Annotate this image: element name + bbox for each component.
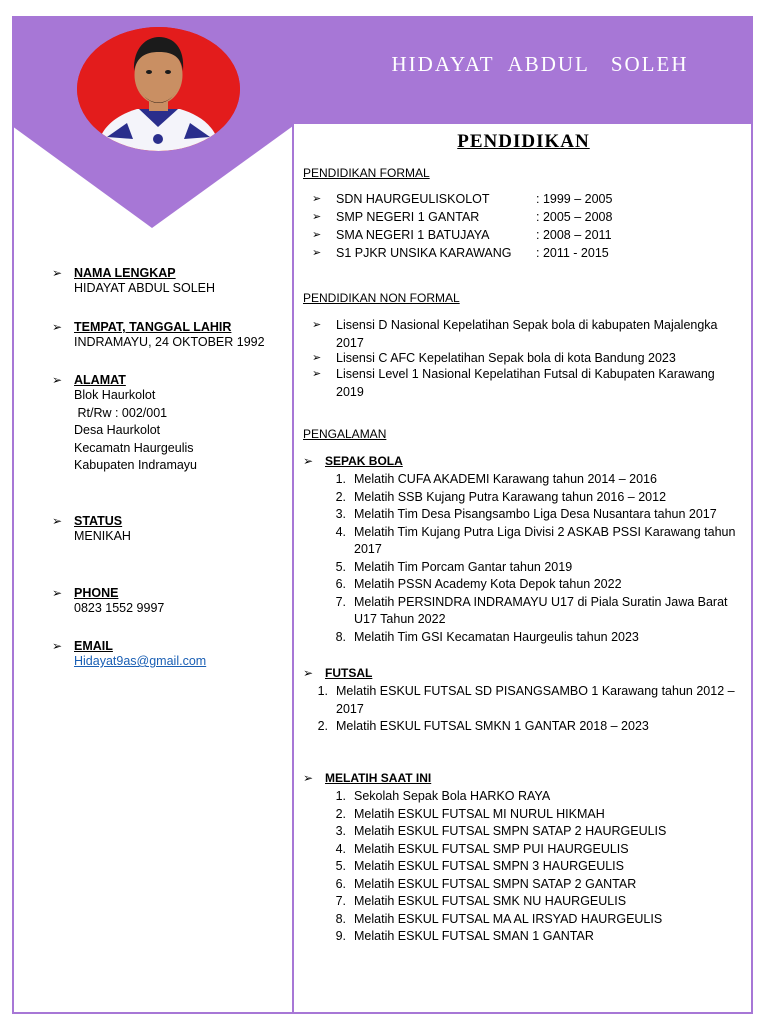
list-item-text: : 1999 – 2005 — [536, 192, 613, 206]
list-number: 3. — [335, 507, 346, 521]
list-item-text: SMP NEGERI 1 GANTAR — [336, 210, 480, 224]
list-number: 4. — [335, 524, 346, 539]
list-item — [302, 718, 742, 736]
list-number: 6. — [335, 876, 346, 891]
list-item — [320, 858, 745, 876]
list-item — [320, 928, 745, 946]
list-item-text: U17 Tahun 2022 — [354, 612, 446, 626]
list-item-text: Melatih Tim Kujang Putra Liga Divisi 2 ASKAB PSSI Karawang tahun — [354, 524, 736, 539]
arrow-bullet-icon: ➢ — [303, 771, 314, 785]
list-item-text: : 2011 - 2015 — [536, 246, 609, 260]
alamat-line: Desa Haurkolot — [74, 423, 161, 437]
list-item — [320, 594, 745, 629]
column-divider — [292, 124, 294, 1014]
saatini-heading — [303, 771, 431, 785]
nonformal-item — [312, 317, 742, 352]
formal-heading: PENDIDIKAN FORMAL — [303, 166, 430, 180]
list-item-text: Melatih ESKUL FUTSAL SMPN 3 HAURGEULIS — [354, 859, 624, 873]
list-item-text: 2017 — [354, 542, 382, 556]
list-item-text: Melatih SSB Kujang Putra Karawang tahun 2016 – 2012 — [354, 489, 667, 504]
arrow-bullet-icon: ➢ — [303, 666, 314, 680]
list-item — [320, 506, 745, 524]
list-number: 3. — [335, 824, 346, 838]
futsal-list — [302, 683, 742, 736]
left-panel-frame — [12, 124, 292, 1014]
list-item-text: S1 PJKR UNSIKA KARAWANG — [336, 246, 512, 260]
arrow-bullet-icon: ➢ — [52, 586, 63, 600]
list-item-text: Lisensi Level 1 Nasional Kepelatihan Futsal di Kabupaten Karawang — [336, 367, 715, 381]
ttl-label: TEMPAT, TANGGAL LAHIR — [74, 320, 232, 334]
list-number: 2. — [335, 489, 346, 504]
arrow-bullet-icon: ➢ — [52, 639, 63, 653]
section-status — [52, 514, 287, 546]
list-number: 8. — [335, 911, 346, 926]
profile-photo — [77, 27, 240, 151]
list-item — [320, 823, 745, 841]
phone-value: 0823 1552 9997 — [74, 601, 165, 615]
list-item-text: : 2005 – 2008 — [536, 210, 613, 224]
status-value: MENIKAH — [74, 529, 131, 543]
section-email — [52, 639, 287, 671]
list-item — [320, 576, 745, 594]
pendidikan-title: PENDIDIKAN — [457, 131, 590, 152]
list-number: 7. — [335, 594, 346, 609]
list-number: 8. — [335, 629, 346, 644]
list-item-text: Melatih ESKUL FUTSAL SMPN SATAP 2 HAURGEULIS — [354, 824, 667, 838]
pengalaman-heading: PENGALAMAN — [303, 427, 387, 441]
nonformal-item — [312, 350, 742, 368]
list-item-text: Melatih PSSN Academy Kota Depok tahun 2022 — [354, 577, 622, 591]
arrow-bullet-icon: ➢ — [52, 514, 63, 528]
list-item-text: Melatih Tim Porcam Gantar tahun 2019 — [354, 559, 573, 574]
alamat-line: Rt/Rw : 002/001 — [74, 405, 168, 420]
list-item-text: FUTSAL — [325, 666, 373, 680]
arrow-bullet-icon: ➢ — [303, 454, 314, 468]
list-number: 5. — [335, 859, 346, 873]
arrow-bullet-icon: ➢ — [312, 352, 322, 364]
list-number: 1. — [335, 472, 346, 486]
futsal-heading — [303, 666, 372, 680]
arrow-bullet-icon: ➢ — [52, 266, 63, 280]
list-item — [302, 683, 742, 718]
list-item — [320, 524, 745, 559]
arrow-bullet-icon: ➢ — [52, 373, 63, 387]
list-number: 9. — [335, 929, 346, 943]
list-number: 5. — [335, 559, 346, 574]
arrow-bullet-icon: ➢ — [312, 211, 322, 223]
list-item — [320, 876, 745, 894]
arrow-bullet-icon: ➢ — [52, 320, 63, 334]
sepakbola-heading — [303, 454, 403, 468]
list-item-text: Melatih ESKUL FUTSAL SMPN SATAP 2 GANTAR — [354, 876, 637, 891]
formal-row — [312, 245, 609, 263]
list-item-text: Melatih ESKUL FUTSAL SMAN 1 GANTAR — [354, 929, 594, 943]
list-item-text: Sekolah Sepak Bola HARKO RAYA — [354, 789, 551, 803]
nonformal-item — [312, 366, 742, 401]
status-label: STATUS — [74, 514, 123, 528]
nama-value: HIDAYAT ABDUL SOLEH — [74, 281, 216, 295]
resume-name: HIDAYAT ABDUL SOLEH — [391, 52, 689, 76]
list-number: 4. — [335, 841, 346, 856]
arrow-bullet-icon: ➢ — [312, 229, 322, 241]
list-item — [320, 629, 745, 647]
list-item-text: Melatih ESKUL FUTSAL MI NURUL HIKMAH — [354, 806, 605, 821]
list-number: 6. — [335, 577, 346, 591]
formal-row — [312, 209, 612, 227]
section-ttl — [52, 320, 287, 352]
list-number: 2. — [317, 719, 328, 733]
list-item-text: 2019 — [336, 384, 364, 399]
list-item — [320, 806, 745, 824]
list-item-text: Lisensi C AFC Kepelatihan Sepak bola di kota Bandung 2023 — [336, 351, 676, 365]
formal-row — [312, 191, 612, 209]
list-item — [320, 911, 745, 929]
section-alamat — [52, 373, 287, 475]
list-number: 1. — [317, 684, 328, 698]
sepakbola-list — [320, 471, 745, 646]
alamat-label: ALAMAT — [74, 373, 126, 387]
list-item-text: Melatih ESKUL FUTSAL MA AL IRSYAD HAURGEULIS — [354, 911, 663, 926]
list-number: 2. — [335, 806, 346, 821]
phone-label: PHONE — [74, 586, 119, 600]
list-item — [320, 893, 745, 911]
alamat-line: Kabupaten Indramayu — [74, 458, 198, 472]
ttl-value: INDRAMAYU, 24 OKTOBER 1992 — [74, 335, 265, 349]
list-item-text: Lisensi D Nasional Kepelatihan Sepak bola di kabupaten Majalengka — [336, 318, 718, 332]
arrow-bullet-icon: ➢ — [312, 368, 322, 380]
list-item-text: Melatih ESKUL FUTSAL SMK NU HAURGEULIS — [354, 894, 627, 908]
arrow-bullet-icon: ➢ — [312, 193, 322, 205]
nama-label: NAMA LENGKAP — [74, 266, 176, 280]
list-item-text: MELATIH SAAT INI — [325, 771, 432, 785]
section-nama — [52, 266, 287, 298]
list-item-text: Melatih CUFA AKADEMI Karawang tahun 2014 – 2016 — [354, 472, 657, 486]
section-phone — [52, 586, 287, 618]
list-item-text: 2017 — [336, 335, 364, 350]
list-item-text: SMA NEGERI 1 BATUJAYA — [336, 228, 490, 242]
person-photo-icon — [77, 27, 240, 151]
list-item — [320, 788, 745, 806]
list-item-text: 2017 — [336, 701, 364, 716]
list-item — [320, 841, 745, 859]
arrow-bullet-icon: ➢ — [312, 319, 322, 331]
alamat-line: Kecamatn Haurgeulis — [74, 440, 194, 455]
list-item — [320, 489, 745, 507]
nonformal-heading: PENDIDIKAN NON FORMAL — [303, 291, 460, 305]
list-item-text: Melatih PERSINDRA INDRAMAYU U17 di Piala Suratin Jawa Barat — [354, 594, 728, 609]
list-item — [320, 559, 745, 577]
list-item-text: Melatih Tim Desa Pisangsambo Liga Desa Nusantara tahun 2017 — [354, 507, 717, 521]
list-item — [320, 471, 745, 489]
list-item-text: : 2008 – 2011 — [536, 228, 612, 242]
formal-row — [312, 227, 612, 245]
email-label: EMAIL — [74, 639, 113, 653]
email-link[interactable]: Hidayat9as@gmail.com — [74, 654, 207, 668]
list-item-text: Melatih ESKUL FUTSAL SD PISANGSAMBO 1 Karawang tahun 2012 – — [336, 684, 735, 698]
list-number: 7. — [335, 894, 346, 908]
list-item-text: SDN HAURGEULISKOLOT — [336, 192, 490, 206]
list-item-text: Melatih Tim GSI Kecamatan Haurgeulis tahun 2023 — [354, 629, 639, 644]
list-number: 1. — [335, 789, 346, 803]
list-item-text: Melatih ESKUL FUTSAL SMKN 1 GANTAR 2018 – 2023 — [336, 719, 649, 733]
alamat-line: Blok Haurkolot — [74, 388, 156, 402]
list-item-text: Melatih ESKUL FUTSAL SMP PUI HAURGEULIS — [354, 841, 629, 856]
arrow-bullet-icon: ➢ — [312, 247, 322, 259]
saatini-list — [320, 788, 745, 946]
list-item-text: SEPAK BOLA — [325, 454, 403, 468]
